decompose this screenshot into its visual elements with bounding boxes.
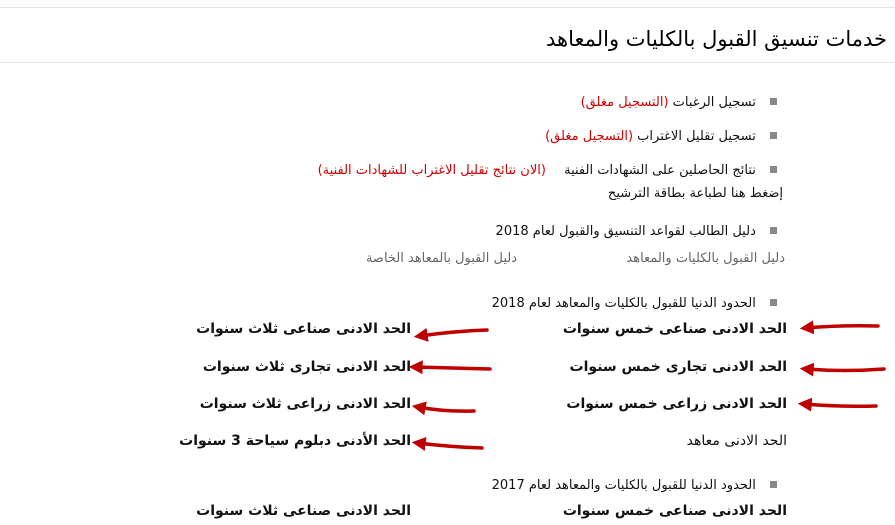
page-title: خدمات تنسيق القبول بالكليات والمعاهد: [545, 27, 887, 51]
arrow-icon: [804, 404, 876, 406]
reduce-transfer-status: (التسجيل مغلق): [545, 129, 634, 144]
min-2018-industrial-3y[interactable]: الحد الادنى صناعى ثلاث سنوات: [196, 321, 411, 337]
arrow-icon: [806, 369, 884, 371]
guide-link-private[interactable]: دليل القبول بالمعاهد الخاصة: [365, 251, 517, 266]
min-2018-agricultural-3y[interactable]: الحد الادنى زراعى ثلاث سنوات: [199, 396, 411, 412]
print-card-link[interactable]: إضغط هنا لطباعة بطاقة الترشيح: [607, 186, 783, 201]
arrow-icon: [420, 330, 487, 336]
min-2018-agricultural-5y[interactable]: الحد الادنى زراعى خمس سنوات: [566, 396, 787, 412]
guide-link-colleges[interactable]: دليل القبول بالكليات والمعاهد: [626, 251, 785, 266]
guide-label: دليل الطالب لقواعد التنسيق والقبول لعام 2018: [495, 224, 756, 239]
min-2018-institutes[interactable]: الحد الادنى معاهد: [686, 433, 787, 449]
arrow-icon: [418, 443, 482, 448]
tech-results-status[interactable]: (الان نتائج تقليل الاغتراب للشهادات الفنية): [317, 163, 546, 178]
min-2018-commercial-3y[interactable]: الحد الادنى تجارى ثلاث سنوات: [202, 359, 411, 375]
min-2017-label: الحدود الدنيا للقبول بالكليات والمعاهد لعام 2017: [491, 478, 756, 493]
min-2018-commercial-5y[interactable]: الحد الادنى تجارى خمس سنوات: [569, 359, 787, 375]
min-2017-industrial-5y[interactable]: الحد الادنى صناعى خمس سنوات: [562, 503, 787, 519]
min-2018-label: الحدود الدنيا للقبول بالكليات والمعاهد لعام 2018: [491, 296, 756, 311]
min-2018-industrial-5y[interactable]: الحد الادنى صناعى خمس سنوات: [562, 321, 787, 337]
tech-results-label[interactable]: نتائج الحاصلين على الشهادات الفنية: [564, 163, 756, 178]
min-2017-industrial-3y[interactable]: الحد الادنى صناعى ثلاث سنوات: [196, 503, 411, 519]
wishes-status: (التسجيل مغلق): [580, 95, 669, 110]
arrow-icon: [806, 326, 878, 328]
arrow-icon: [418, 407, 474, 411]
wishes-label[interactable]: تسجيل الرغبات: [672, 95, 756, 110]
arrow-icon: [415, 367, 490, 369]
reduce-transfer-label[interactable]: تسجيل تقليل الاغتراب: [637, 129, 756, 144]
min-2018-tourism-3y[interactable]: الحد الأدنى دبلوم سياحة 3 سنوات: [179, 433, 411, 449]
